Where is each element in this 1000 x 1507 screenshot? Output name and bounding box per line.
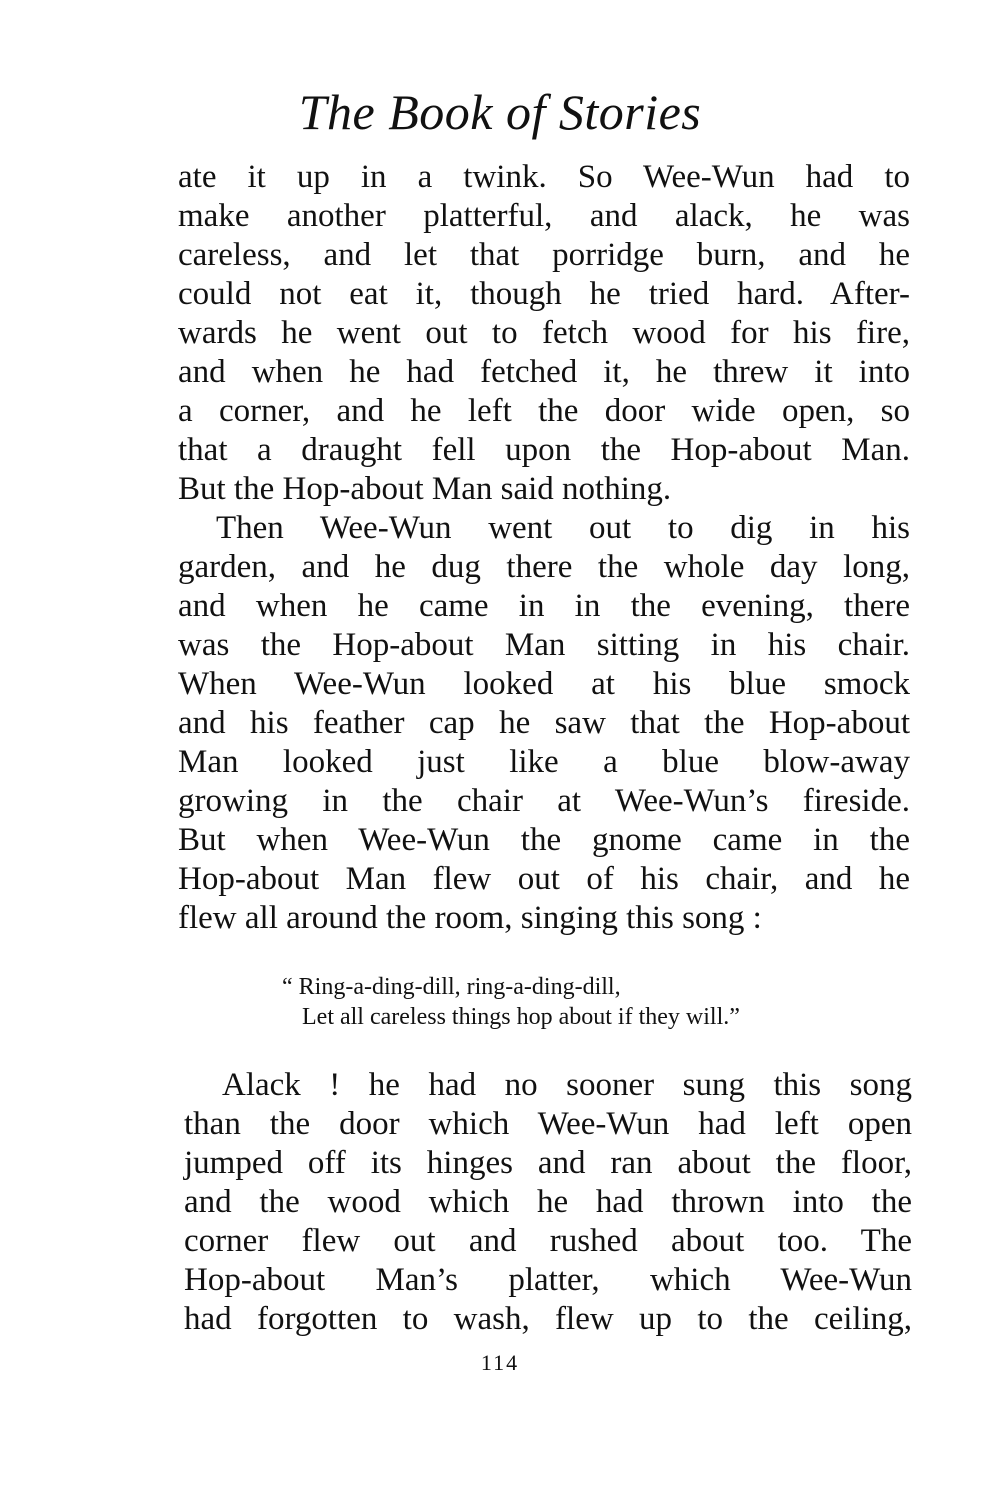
text-line: had forgotten to wash, flew up to the ceiling, bbox=[184, 1301, 912, 1337]
text-line: jumped off its hinges and ran about the floor, bbox=[184, 1145, 912, 1181]
verse-quotation bbox=[282, 972, 740, 1032]
text-line: could not eat it, though he tried hard. After- bbox=[178, 276, 910, 312]
running-title: The Book of Stories bbox=[298, 84, 702, 140]
verse-line: Let all careless things hop about if they will.” bbox=[302, 1004, 740, 1030]
text-line: But the Hop-about Man said nothing. bbox=[178, 471, 672, 507]
text-line: garden, and he dug there the whole day long, bbox=[178, 549, 910, 585]
text-line: careless, and let that porridge burn, and he bbox=[178, 237, 910, 273]
text-line: Hop-about Man’s platter, which Wee-Wun bbox=[184, 1262, 912, 1298]
text-line: make another platterful, and alack, he was bbox=[178, 198, 910, 234]
text-line: But when Wee-Wun the gnome came in the bbox=[178, 822, 910, 858]
verse-line: “ Ring-a-ding-dill, ring-a-ding-dill, bbox=[282, 974, 621, 1000]
page-number: 114 bbox=[480, 1350, 520, 1375]
text-line: Then Wee-Wun went out to dig in his bbox=[216, 510, 910, 546]
text-line: ate it up in a twink. So Wee-Wun had to bbox=[178, 159, 910, 195]
text-line: that a draught fell upon the Hop-about Man. bbox=[178, 432, 910, 468]
text-line: and when he had fetched it, he threw it into bbox=[178, 354, 910, 390]
paragraph-1 bbox=[178, 158, 910, 938]
text-line: Man looked just like a blue blow-away bbox=[178, 744, 910, 780]
paragraph-3 bbox=[184, 1066, 912, 1339]
text-line: than the door which Wee-Wun had left open bbox=[184, 1106, 912, 1142]
text-line: and his feather cap he saw that the Hop-about bbox=[178, 705, 910, 741]
text-line: and the wood which he had thrown into the bbox=[184, 1184, 912, 1220]
text-line: Hop-about Man flew out of his chair, and he bbox=[178, 861, 910, 897]
text-line: and when he came in in the evening, there bbox=[178, 588, 910, 624]
text-line: corner flew out and rushed about too. The bbox=[184, 1223, 912, 1259]
text-line: wards he went out to fetch wood for his fire, bbox=[178, 315, 910, 351]
text-line: was the Hop-about Man sitting in his chair. bbox=[178, 627, 910, 663]
text-line: flew all around the room, singing this song : bbox=[178, 900, 762, 936]
text-line: Alack ! he had no sooner sung this song bbox=[222, 1067, 912, 1103]
text-line: When Wee-Wun looked at his blue smock bbox=[178, 666, 910, 702]
text-line: growing in the chair at Wee-Wun’s fireside. bbox=[178, 783, 910, 819]
text-line: a corner, and he left the door wide open, so bbox=[178, 393, 910, 429]
